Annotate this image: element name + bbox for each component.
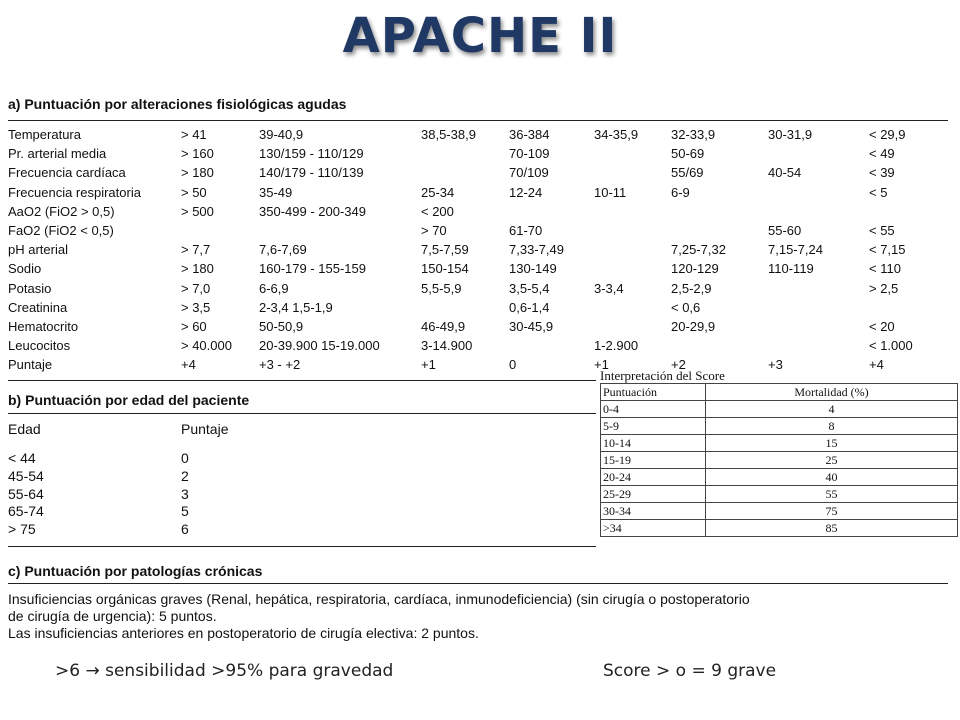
interpretation-table — [600, 383, 958, 537]
parameter-label: Creatinina — [8, 299, 68, 315]
score-range: 10-14 — [601, 435, 706, 452]
age-range: < 44 — [8, 450, 36, 466]
parameter-label: Leucocitos — [8, 338, 71, 354]
mortality-value: 85 — [706, 520, 958, 537]
parameter-range: < 110 — [869, 261, 901, 277]
interpretation-header-score: Puntuación — [601, 384, 706, 401]
parameter-range: < 0,6 — [671, 299, 701, 315]
parameter-range: < 55 — [869, 223, 895, 238]
age-range: 65-74 — [8, 503, 44, 520]
parameter-range: +2 — [671, 357, 686, 373]
table-row — [601, 418, 958, 435]
parameter-range: 55/69 — [671, 165, 704, 181]
score-range: 0-4 — [601, 401, 706, 418]
mortality-value: 15 — [706, 435, 958, 452]
parameter-range: 130-149 — [509, 261, 557, 277]
parameter-range: 2-3,4 1,5-1,9 — [259, 299, 333, 315]
parameter-range: < 39 — [869, 165, 895, 181]
section-c-line-1: Insuficiencias orgánicas graves (Renal, hepática, respiratoria, cardíaca, inmunodeficiencia) (sin cirugía o postoperatorio — [8, 591, 750, 607]
parameter-range: 160-179 - 155-159 — [259, 261, 366, 277]
parameter-range: +4 — [181, 357, 196, 373]
parameter-range: 38,5-38,9 — [421, 127, 476, 142]
parameter-range: 0 — [509, 357, 517, 373]
age-score: 0 — [181, 450, 189, 466]
parameter-range: > 160 — [181, 146, 214, 162]
parameter-range: 25-34 — [421, 184, 455, 200]
parameter-range: 34-35,9 — [594, 127, 639, 142]
parameter-range: < 5 — [869, 184, 888, 200]
parameter-range: 50-50,9 — [259, 319, 304, 334]
score-range: 20-24 — [601, 469, 706, 486]
score-range: 15-19 — [601, 452, 706, 469]
parameter-range: 130/159 - 110/129 — [259, 146, 364, 162]
parameter-range: < 7,15 — [869, 242, 906, 258]
parameter-range: 6-6,9 — [259, 280, 289, 296]
age-score-column-header: Puntaje — [181, 421, 229, 437]
parameter-range: > 180 — [181, 165, 214, 181]
section-c-rule — [8, 583, 948, 584]
section-a-rule-top — [8, 120, 948, 121]
table-row — [601, 520, 958, 537]
parameter-range: > 7,7 — [181, 242, 211, 258]
parameter-range: > 7,0 — [181, 280, 211, 296]
parameter-range: 30-31,9 — [768, 127, 813, 142]
parameter-range: 36-384 — [509, 127, 550, 142]
section-c-line-3: Las insuficiencias anteriores en postoperatorio de cirugía electiva: 2 puntos. — [8, 625, 479, 641]
parameter-label: Temperatura — [8, 127, 81, 142]
slide-title: APACHE II — [342, 8, 618, 64]
age-range: 55-64 — [8, 485, 44, 502]
mortality-value: 55 — [706, 486, 958, 503]
parameter-range: 7,25-7,32 — [671, 242, 726, 258]
parameter-label: pH arterial — [8, 242, 68, 258]
age-column-header: Edad — [8, 421, 41, 437]
parameter-range: 6-9 — [671, 184, 690, 200]
parameter-range: 32-33,9 — [671, 127, 716, 142]
age-range: > 75 — [8, 521, 36, 538]
parameter-range: 7,6-7,69 — [259, 242, 307, 258]
mortality-value: 4 — [706, 401, 958, 418]
parameter-range: 7,15-7,24 — [768, 242, 823, 258]
parameter-range: > 180 — [181, 261, 214, 277]
parameter-range: > 2,5 — [869, 280, 899, 296]
parameter-label: Sodio — [8, 261, 42, 277]
parameter-range: 55-60 — [768, 223, 802, 238]
parameter-range: +3 — [768, 357, 783, 373]
table-row — [601, 469, 958, 486]
age-range: 45-54 — [8, 467, 44, 484]
parameter-range: 30-45,9 — [509, 319, 554, 334]
parameter-range: < 29,9 — [869, 127, 906, 142]
parameter-range: 1-2.900 — [594, 338, 639, 354]
severity-note: Score > o = 9 grave — [603, 661, 777, 681]
parameter-range: 10-11 — [594, 184, 627, 200]
parameter-range: +3 - +2 — [259, 357, 301, 373]
parameter-range: 46-49,9 — [421, 319, 466, 334]
parameter-label: Frecuencia respiratoria — [8, 184, 141, 200]
parameter-label: Hematocrito — [8, 319, 79, 334]
parameter-range: < 20 — [869, 319, 895, 334]
parameter-range: < 200 — [421, 203, 454, 219]
parameter-range: > 60 — [181, 319, 207, 334]
age-score: 3 — [181, 485, 189, 502]
section-b-heading: b) Puntuación por edad del paciente — [8, 392, 250, 408]
parameter-range: 120-129 — [671, 261, 719, 277]
score-range: 25-29 — [601, 486, 706, 503]
section-b-rule-bottom — [8, 546, 596, 547]
parameter-range: 5,5-5,9 — [421, 280, 462, 296]
parameter-range: 110-119 — [768, 261, 814, 277]
interpretation-title: Interpretación del Score — [600, 368, 725, 383]
age-score: 5 — [181, 503, 189, 520]
parameter-range: 350-499 - 200-349 — [259, 203, 366, 219]
section-c-line-2: de cirugía de urgencia): 5 puntos. — [8, 608, 217, 624]
score-range: 30-34 — [601, 503, 706, 520]
parameter-range: 12-24 — [509, 184, 543, 200]
parameter-range: < 1.000 — [869, 338, 913, 354]
table-row — [601, 435, 958, 452]
mortality-value: 25 — [706, 452, 958, 469]
parameter-range: > 500 — [181, 203, 214, 219]
parameter-label: Frecuencia cardíaca — [8, 165, 126, 181]
section-a-heading: a) Puntuación por alteraciones fisiológicas agudas — [8, 96, 347, 112]
parameter-range: 3-3,4 — [594, 280, 624, 296]
age-score: 6 — [181, 521, 189, 538]
parameter-range: 50-69 — [671, 146, 705, 162]
parameter-range: 20-39.900 15-19.000 — [259, 338, 380, 354]
parameter-range: > 70 — [421, 223, 447, 238]
mortality-value: 8 — [706, 418, 958, 435]
parameter-range: < 49 — [869, 146, 895, 162]
table-row — [601, 503, 958, 520]
parameter-label: Potasio — [8, 280, 52, 296]
section-a-rule-bottom — [8, 380, 596, 381]
parameter-label: AaO2 (FiO2 > 0,5) — [8, 203, 115, 219]
mortality-value: 75 — [706, 503, 958, 520]
parameter-range: > 3,5 — [181, 299, 211, 315]
parameter-range: > 41 — [181, 127, 207, 142]
parameter-range: 7,33-7,49 — [509, 242, 564, 258]
parameter-range: 7,5-7,59 — [421, 242, 469, 258]
section-b-rule-top — [8, 413, 596, 414]
section-c-paragraph — [8, 591, 953, 642]
parameter-range: 140/179 - 110/139 — [259, 165, 364, 181]
parameter-range: 40-54 — [768, 165, 802, 181]
parameter-range: 2,5-2,9 — [671, 280, 712, 296]
age-score: 2 — [181, 467, 189, 484]
score-range: 5-9 — [601, 418, 706, 435]
score-range: >34 — [601, 520, 706, 537]
interpretation-header-mortality: Mortalidad (%) — [706, 384, 958, 401]
parameter-label: FaO2 (FiO2 < 0,5) — [8, 223, 114, 238]
parameter-range: 70-109 — [509, 146, 550, 162]
parameter-label: Puntaje — [8, 357, 53, 373]
parameter-range: 35-49 — [259, 184, 293, 200]
parameter-range: 70/109 — [509, 165, 549, 181]
section-c-heading: c) Puntuación por patologías crónicas — [8, 563, 263, 579]
parameter-range: 39-40,9 — [259, 127, 304, 142]
parameter-range: 150-154 — [421, 261, 469, 277]
parameter-range: +1 — [594, 357, 609, 373]
sensitivity-note: >6 → sensibilidad >95% para gravedad — [55, 661, 394, 681]
parameter-range: > 40.000 — [181, 338, 232, 354]
parameter-range: 61-70 — [509, 223, 543, 238]
parameter-range: +4 — [869, 357, 884, 373]
parameter-range: 20-29,9 — [671, 319, 716, 334]
parameter-range: 0,6-1,4 — [509, 299, 550, 315]
table-row — [601, 452, 958, 469]
parameter-range: 3-14.900 — [421, 338, 473, 354]
table-row — [601, 486, 958, 503]
parameter-range: > 50 — [181, 184, 207, 200]
parameter-range: +1 — [421, 357, 436, 373]
parameter-label: Pr. arterial media — [8, 146, 107, 162]
parameter-range: 3,5-5,4 — [509, 280, 550, 296]
table-row — [601, 401, 958, 418]
mortality-value: 40 — [706, 469, 958, 486]
